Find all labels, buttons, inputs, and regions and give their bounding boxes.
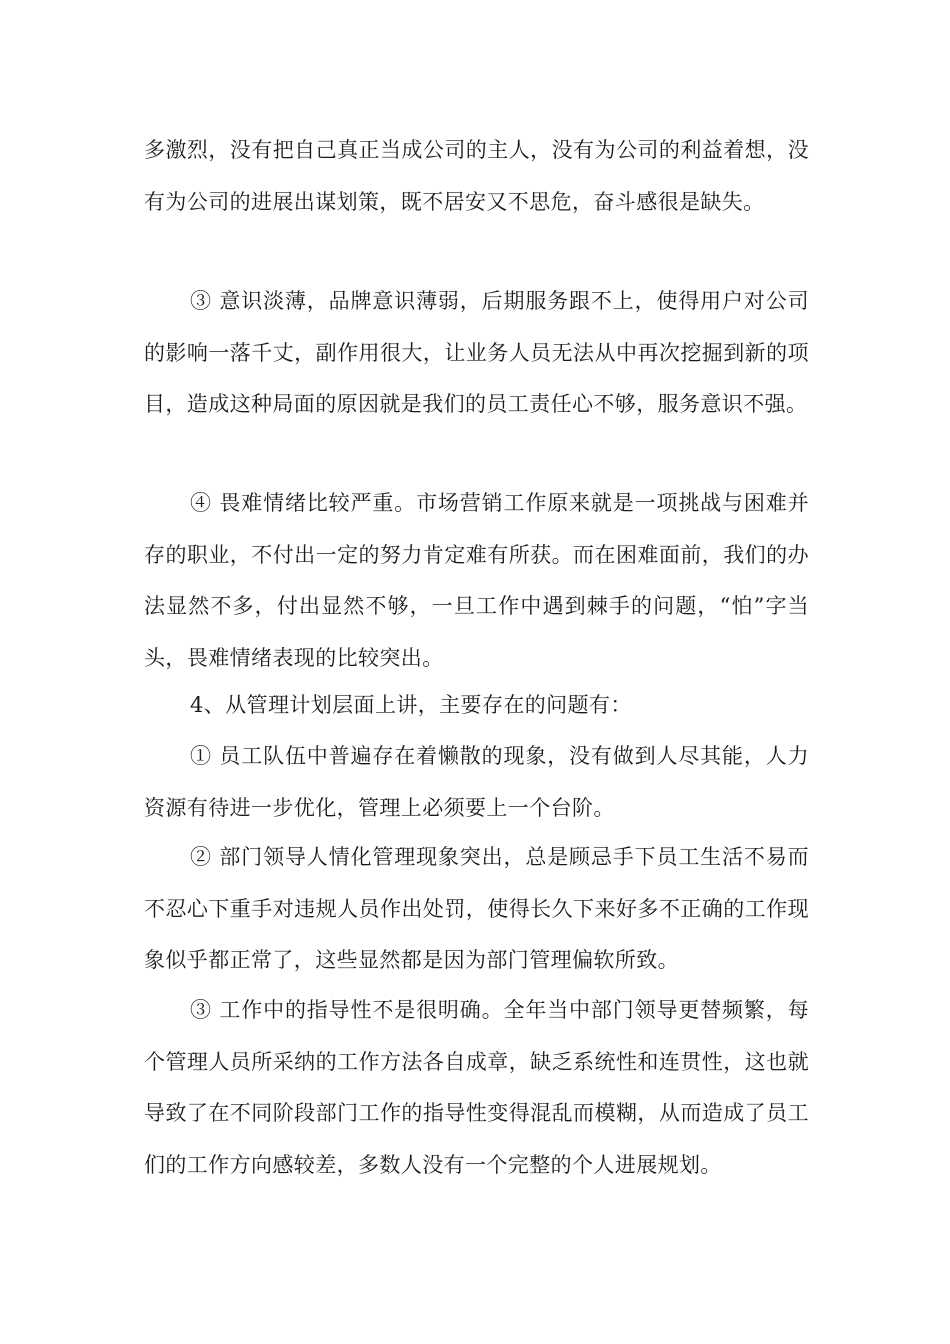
paragraph-unclear-guidance: ③ 工作中的指导性不是很明确。全年当中部门领导更替频繁，每个管理人员所采纳的工作方法各自成章，缺乏系统性和连贯性，这也就导致了在不同阶段部门工作的指导性变得混乱而模糊，从而造成了员工们的工作方向感较差，多数人没有一个完整的个人进展规划。 <box>144 998 809 1177</box>
paragraph-continuation: 多激烈，没有把自己真正当成公司的主人，没有为公司的利益着想，没有为公司的进展出谋划策，既不居安又不思危，奋斗感很是缺失。 <box>144 138 809 214</box>
paragraph-fear-difficulty: ④ 畏难情绪比较严重。市场营销工作原来就是一项挑战与困难并存的职业，不付出一定的努力肯定难有所获。而在困难面前，我们的办法显然不多，付出显然不够，一旦工作中遇到棘手的问题，“怕”字当头，畏难情绪表现的比较突出。 <box>144 491 809 670</box>
paragraph-staff-laziness: ① 员工队伍中普遍存在着懒散的现象，没有做到人尽其能，人力资源有待进一步优化，管理上必须要上一个台阶。 <box>144 744 809 820</box>
paragraph-awareness: ③ 意识淡薄，品牌意识薄弱，后期服务跟不上，使得用户对公司的影响一落千丈，副作用很大，让业务人员无法从中再次挖掘到新的项目，造成这种局面的原因就是我们的员工责任心不够，服务意识不强。 <box>144 289 809 416</box>
paragraph-soft-management: ② 部门领导人情化管理现象突出，总是顾忌手下员工生活不易而不忍心下重手对违规人员作出处罚，使得长久下来好多不正确的工作现象似乎都正常了，这些显然都是因为部门管理偏软所致。 <box>144 845 809 972</box>
paragraph-management-heading: 4、从管理计划层面上讲，主要存在的问题有： <box>190 693 632 717</box>
